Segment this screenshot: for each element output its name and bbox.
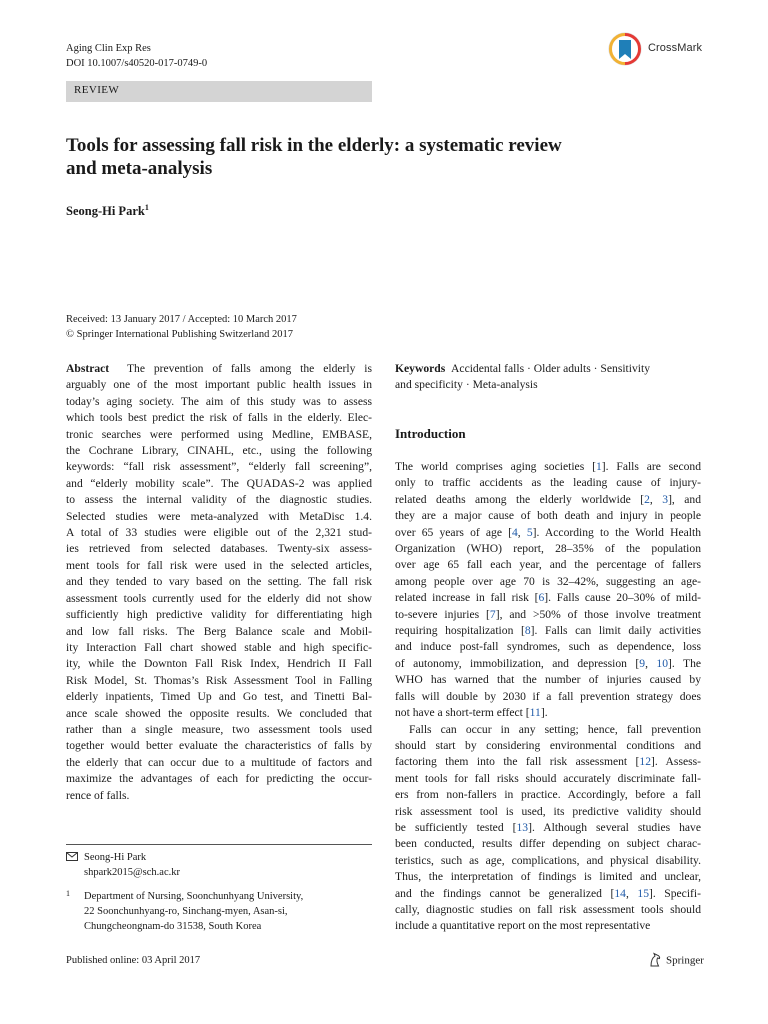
text-run: of autonomy, immobilization, and depression [ xyxy=(395,656,640,670)
abstract-line: sufficiently high predictive validity for differentiating high xyxy=(66,608,372,622)
paragraph-line xyxy=(395,689,701,705)
section-label: REVIEW xyxy=(74,84,120,96)
text-run: , xyxy=(517,525,527,539)
abstract-line: Risk Model, St. Thomas’s Risk Assessment Tool in Falling xyxy=(66,673,372,687)
abstract-line: tronic searches were performed using Medline, EMBASE, xyxy=(66,427,372,441)
text-run: ]. xyxy=(540,706,548,720)
paragraph-line xyxy=(395,541,701,557)
text-run: WHO has warned that the number of injuries caused by xyxy=(395,673,701,687)
text-run: only to traffic accidents as the leading cause of injury- xyxy=(395,476,701,490)
citation-link[interactable]: 13 xyxy=(516,820,529,834)
publisher-name: Springer xyxy=(666,954,704,967)
keywords-label: Keywords xyxy=(395,362,446,375)
citation-link[interactable]: 11 xyxy=(529,706,541,720)
abstract-line: and they tended to vary based on the setting. The fall risk xyxy=(66,575,372,589)
text-run: include a quantitative report on the most representative xyxy=(395,919,651,933)
citation-link[interactable]: 9 xyxy=(639,656,646,670)
paragraph-line xyxy=(395,475,701,491)
crossmark-label: CrossMark xyxy=(648,42,703,54)
text-run: teristics, such as age, complications, and physical disability. xyxy=(395,853,701,867)
abstract-line: keywords: “fall risk assessment”, “elderly fall screening”, xyxy=(66,460,372,474)
paragraph-line xyxy=(395,557,701,573)
journal-header xyxy=(66,41,207,71)
text-run: ment tools for fall risks should accurately discriminate fall- xyxy=(395,771,701,785)
paragraph-line xyxy=(395,853,701,869)
text-run: cally, diagnostic studies on fall risk assessment tools should xyxy=(395,902,701,916)
abstract-line: arguably one of the most important public health issues in xyxy=(66,378,372,392)
text-run: Falls can occur in any setting; hence, fall prevention xyxy=(409,722,701,736)
text-run: be sufficiently tested [ xyxy=(395,820,517,834)
citation-link[interactable]: 12 xyxy=(639,755,652,769)
abstract-line: Selected studies were meta-analyzed with MetaDisc 1.4. xyxy=(66,509,372,523)
crossmark-badge[interactable] xyxy=(608,32,718,66)
paragraph-line xyxy=(395,787,701,803)
affiliation-line: 22 Soonchunhyang-ro, Sinchang-myen, Asan-si, xyxy=(84,906,288,917)
text-run: over 65 years of age [ xyxy=(395,525,512,539)
section-heading-introduction: Introduction xyxy=(395,426,466,441)
copyright: © Springer International Publishing Switzerland 2017 xyxy=(66,329,293,340)
abstract-line: which tools best predict the risk of falls in the elderly. Elec- xyxy=(66,411,372,425)
text-run: falls will double by 2030 if a fall prevention strategy does xyxy=(395,689,701,703)
paragraph-line xyxy=(395,672,701,688)
abstract-line: ity, while the Downton Fall Risk Index, Hendrich II Fall xyxy=(66,657,372,671)
paragraph-line xyxy=(395,836,701,852)
author-name: Seong-Hi Park xyxy=(66,204,145,219)
crossmark-icon xyxy=(608,32,642,66)
author-affiliation-marker: 1 xyxy=(144,203,149,212)
title-line: Tools for assessing fall risk in the elderly: a systematic review xyxy=(66,135,562,156)
paragraph-line xyxy=(395,656,701,672)
citation-link[interactable]: 15 xyxy=(637,886,649,900)
citation-link[interactable]: 10 xyxy=(656,656,668,670)
text-run: factoring them into the fall risk assessment [ xyxy=(395,755,640,769)
text-run: Thus, the interpretation of findings is limited and unclear, xyxy=(395,870,701,884)
affiliation-text xyxy=(84,889,303,934)
text-run: related deaths among the elderly worldwide [ xyxy=(395,492,645,506)
abstract-line: ies retrieved from selected databases. Twenty-six assess- xyxy=(66,542,372,556)
abstract-line: and low fall risks. The Berg Balance scale and Mobil- xyxy=(66,624,372,638)
received-accepted: Received: 13 January 2017 / Accepted: 10 March 2017 xyxy=(66,314,297,325)
text-run: The world comprises aging societies [ xyxy=(395,460,596,473)
text-run: , xyxy=(649,492,663,506)
text-run: ]. According to the World Health xyxy=(532,525,701,539)
text-run: ], and >50% of those involve treatment xyxy=(495,607,701,621)
keywords xyxy=(395,361,701,394)
abstract xyxy=(66,361,372,804)
text-run: ]. Specifi- xyxy=(648,886,701,900)
abstract-line: elderly inpatients, Timed Up and Go test, and Tinetti Bal- xyxy=(66,690,372,704)
paragraph-line xyxy=(395,771,701,787)
text-run: and the findings cannot be generalized [ xyxy=(395,886,615,900)
text-run: ers from non-fallers in practice. Accordingly, before a fall xyxy=(395,788,701,802)
contact-name: Seong-Hi Park xyxy=(84,852,147,863)
abstract-text: The prevention of falls among the elderly is xyxy=(126,362,373,375)
citation-link[interactable]: 3 xyxy=(662,492,669,506)
text-run: ]. The xyxy=(668,656,702,670)
text-run: to-severe injuries [ xyxy=(395,607,490,621)
abstract-line: maximize the advantages of each for predicting the occur- xyxy=(66,772,372,786)
paragraph-line xyxy=(395,639,701,655)
citation-link[interactable]: 1 xyxy=(595,460,602,473)
citation-link[interactable]: 2 xyxy=(644,492,650,506)
abstract-line: assessment tools currently used for the elderly did not show xyxy=(66,591,372,605)
paragraph-line xyxy=(395,886,701,902)
paragraph-line xyxy=(395,820,701,836)
keywords-text: Accidental falls · Older adults · Sensitivity xyxy=(451,362,651,375)
section-band xyxy=(66,81,372,102)
abstract-line: to assess the internal validity of the diagnostic studies. xyxy=(66,493,372,507)
author xyxy=(66,203,149,219)
text-run: risk assessment tool is used, its predictive validity should xyxy=(395,804,701,818)
springer-horse-icon xyxy=(648,952,662,968)
text-run: related increase in fall risk [ xyxy=(395,591,539,605)
text-run: and induce post-fall syndromes, such as dependence, loss xyxy=(395,640,701,654)
abstract-line: ment tools for fall risk were used in the selected articles, xyxy=(66,558,372,572)
article-title xyxy=(66,134,666,180)
paragraph-line xyxy=(395,722,701,738)
abstract-line: ance scale showed the opposite results. We concluded that xyxy=(66,706,372,720)
paragraph-line xyxy=(395,623,701,639)
keywords-line: and specificity · Meta-analysis xyxy=(395,378,538,392)
abstract-line: rather than a single measure, two assessment tools used xyxy=(66,722,372,736)
contact-email[interactable]: shpark2015@sch.ac.kr xyxy=(84,867,180,878)
paragraph-line xyxy=(395,804,701,820)
paragraph-line xyxy=(395,508,701,524)
text-run: , xyxy=(625,886,638,900)
doi[interactable]: DOI 10.1007/s40520-017-0749-0 xyxy=(66,58,208,69)
text-run: ]. Assess- xyxy=(651,755,701,769)
text-run: requiring hospitalization [ xyxy=(395,624,525,638)
title-line: and meta-analysis xyxy=(66,158,213,179)
abstract-line: and “elderly mobility scale”. The QUADAS-2 was applied xyxy=(66,476,372,490)
abstract-line: the elderly that can occur due to a multitude of factors and xyxy=(66,755,372,769)
footnote-divider xyxy=(66,844,372,845)
paragraph-line xyxy=(395,492,701,508)
text-run: been conducted, results differ depending on subject charac- xyxy=(395,837,701,851)
paragraph-line xyxy=(395,902,701,918)
text-run: ]. Falls can limit daily activities xyxy=(530,624,702,638)
paragraph-line xyxy=(395,590,701,606)
abstract-line: today’s aging society. The aim of this study was to assess xyxy=(66,394,372,408)
paragraph-line xyxy=(395,869,701,885)
affiliation-number: 1 xyxy=(66,889,70,898)
paragraph-line xyxy=(395,705,701,721)
text-run: ]. Falls cause 20–30% of mild- xyxy=(544,591,701,605)
publisher-logo[interactable] xyxy=(648,951,704,969)
affiliation-line: Chungcheongnam-do 31538, South Korea xyxy=(84,921,262,932)
envelope-icon xyxy=(66,852,78,861)
keywords-line xyxy=(395,361,701,377)
text-run: Organization (WHO) report, 28–35% of the population xyxy=(395,542,701,556)
text-run: ], and xyxy=(668,492,701,506)
citation-link[interactable]: 14 xyxy=(614,886,626,900)
abstract-body xyxy=(66,377,372,804)
paragraph-line xyxy=(395,607,701,623)
citation-link[interactable]: 4 xyxy=(512,525,518,539)
abstract-label: Abstract xyxy=(66,362,110,375)
text-run: should start by considering environmental conditions and xyxy=(395,738,701,752)
article-history xyxy=(66,312,297,342)
paragraph-line xyxy=(395,525,701,541)
citation-link[interactable]: 6 xyxy=(538,591,545,605)
journal-name: Aging Clin Exp Res xyxy=(66,43,151,54)
text-run: ]. Falls are second xyxy=(601,460,701,473)
paragraph-line xyxy=(395,738,701,754)
text-run: ]. Although several studies have xyxy=(528,820,701,834)
paragraph-line xyxy=(395,459,701,475)
text-run: they are a major cause of both death and injury in people xyxy=(395,509,701,523)
published-online: Published online: 03 April 2017 xyxy=(66,955,201,966)
text-run: among people over age 70 is 32–42%, suggesting an age- xyxy=(395,574,701,588)
abstract-line: rence of falls. xyxy=(66,788,130,802)
text-run: , xyxy=(645,656,657,670)
abstract-line: the Cochrane Library, CINAHL, etc., using the following xyxy=(66,444,372,458)
text-run: not have a short-term effect [ xyxy=(395,706,530,720)
text-run: over age 65 fall each year, and the percentage of fallers xyxy=(395,558,701,572)
abstract-line: together would better evaluate the characteristics of falls by xyxy=(66,739,372,753)
abstract-line: ity Interaction Fall chart showed stable and high specific- xyxy=(66,640,372,654)
abstract-line xyxy=(66,361,372,377)
paragraph-line xyxy=(395,918,701,934)
affiliation-line: Department of Nursing, Soonchunhyang University, xyxy=(84,891,304,902)
paragraph-line xyxy=(395,574,701,590)
citation-link[interactable]: 7 xyxy=(489,607,496,621)
paragraph-line xyxy=(395,754,701,770)
abstract-line: A total of 33 studies were eligible out of the 2,321 stud- xyxy=(66,526,372,540)
introduction-body xyxy=(395,459,701,935)
citation-link[interactable]: 5 xyxy=(526,525,533,539)
citation-link[interactable]: 8 xyxy=(524,624,531,638)
